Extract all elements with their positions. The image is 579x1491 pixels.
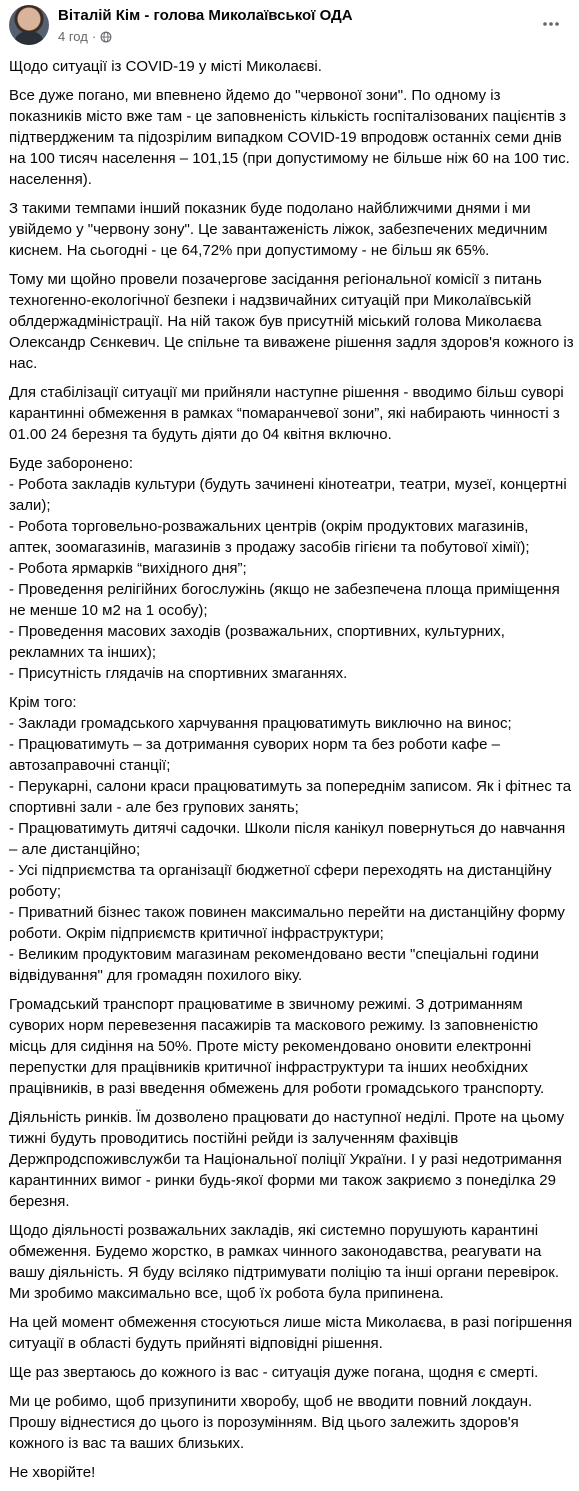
post-paragraph: Громадський транспорт працюватиме в звичному режимі. З дотриманням суворих норм перевезення пасажирів та маскового режиму. Із заповненістю місць для сидіння на 50%. Проте місту рекомендовано оновити електронні перепустки для працівників критичної інфраструктури та інших необхідних працівників, в разі введення обмежень для роботи громадського транспорту. bbox=[9, 996, 545, 1097]
avatar-figure bbox=[15, 31, 43, 45]
author-avatar[interactable] bbox=[9, 5, 49, 45]
post-paragraph: Для стабілізації ситуації ми прийняли наступне рішення - вводимо більш суворі карантинні обмеження в рамках “помаранчевої зони”, які набирають чинності з 01.00 24 березня та будуть діяти до 04 квітня включно. bbox=[9, 384, 564, 443]
meta-separator: · bbox=[91, 29, 97, 44]
post-paragraph: Щодо ситуації із COVID-19 у місті Миколаєві. bbox=[9, 58, 322, 75]
post-timestamp[interactable]: 4 год bbox=[58, 29, 88, 44]
post-header bbox=[0, 0, 579, 50]
post-paragraph: Буде заборонено: - Робота закладів культури (будуть зачинені кінотеатри, театри, музеї, концертні зали); - Робота торговельно-розважальних центрів (окрім продуктових магазинів, аптек, зоомагазинів, магазинів з продажу засобів гігієни та побутової хімії); - Робота ярмарків “вихідного дня”; - Проведення релігійних богослужінь (якщо не забезпечена площа приміщення не менше 10 м2 на 1 особу); - Проведення масових заходів (розважальних, спортивних, культурних, рекламних та інших); - Присутність глядачів на спортивних змаганнях. bbox=[9, 455, 567, 682]
post-meta bbox=[58, 29, 112, 44]
post-paragraph: Крім того: - Заклади громадського харчування працюватимуть виключно на винос; - Працюватимуть – за дотримання суворих норм та без роботи кафе – автозаправочні станції; - Перукарні, салони краси працюватимуть за попереднім записом. Як і фітнес та спортивні зали - але без групових занять; - Працюватимуть дитячі садочки. Школи після канікул повернуться до навчання – але дистанційно; - Усі підприємства та організації бюджетної сфери переходять на дистанційну роботу; - Приватний бізнес також повинен максимально перейти на дистанційну форму роботи. Окрім підприємств критичної інфраструктури; - Великим продуктовим магазинам рекомендовано вести "спеціальні години відвідування" для громадян похилого віку. bbox=[9, 694, 572, 984]
globe-icon[interactable] bbox=[100, 31, 112, 43]
post-paragraph: Ми це робимо, щоб призупинити хворобу, щоб не вводити повний локдаун. Прошу віднестися до цього із порозумінням. Від цього залежить здоров'я кожного із вас та ваших близьких. bbox=[9, 1393, 533, 1452]
post-paragraph: Все дуже погано, ми впевнено йдемо до "червоної зони". По одному із показників місто вже там - це заповненість кількість госпіталізованих пацієнтів з підтвердженим та підозрілим випадком COVID-19 впродовж останніх семи днів на 100 тисяч населення – 101,15 (при допустимому не більше ніж 60 на 100 тис. населення). bbox=[9, 87, 570, 188]
post-paragraph: Щодо діяльності розважальних закладів, які системно порушують карантині обмеження. Будемо жорстко, в рамках чинного законодавства, реагувати на вашу діяльність. Я буду всіляко підтримувати поліцію та інші органи перевірок. Ми зробимо максимально все, щоб їх робота була припинена. bbox=[9, 1222, 559, 1302]
author-name[interactable]: Віталій Кім - голова Миколаївської ОДА bbox=[58, 7, 353, 24]
post-text bbox=[9, 56, 574, 1491]
post-paragraph: Ще раз звертаюсь до кожного із вас - ситуація дуже погана, щодня є смерті. bbox=[9, 1364, 539, 1381]
post-paragraph: Тому ми щойно провели позачергове засідання регіональної комісії з питань техногенно-екологічної безпеки і надзвичайних ситуацій при Миколаївській облдержадміністрації. На ній також був присутній міський голова Миколаєва Олександр Сєнкевич. Це спільне та виважене рішення задля здоров'я кожного із нас. bbox=[9, 271, 574, 372]
post-paragraph: З такими темпами інший показник буде подолано найближчими днями і ми увійдемо у "червону зону". Це завантаженість ліжок, забезпечених медичним киснем. На сьогодні - це 64,72% при допустимому - не більш як 65%. bbox=[9, 200, 548, 259]
post-paragraph: На цей момент обмеження стосуються лише міста Миколаєва, в разі погіршення ситуації в області будуть прийняті відповідні рішення. bbox=[9, 1314, 573, 1352]
more-options-icon[interactable] bbox=[535, 8, 567, 40]
post-paragraph: Діяльність ринків. Їм дозволено працювати до наступної неділі. Проте на цьому тижні будуть проводитись постійні рейди із залученням фахівців Держпродспоживслужби та Національної поліції України. І у разі недотримання карантинних вимог - ринки будь-якої форми ми також закриємо з понеділка 29 березня. bbox=[9, 1109, 565, 1210]
post-paragraph: Не хворійте! bbox=[9, 1464, 96, 1481]
